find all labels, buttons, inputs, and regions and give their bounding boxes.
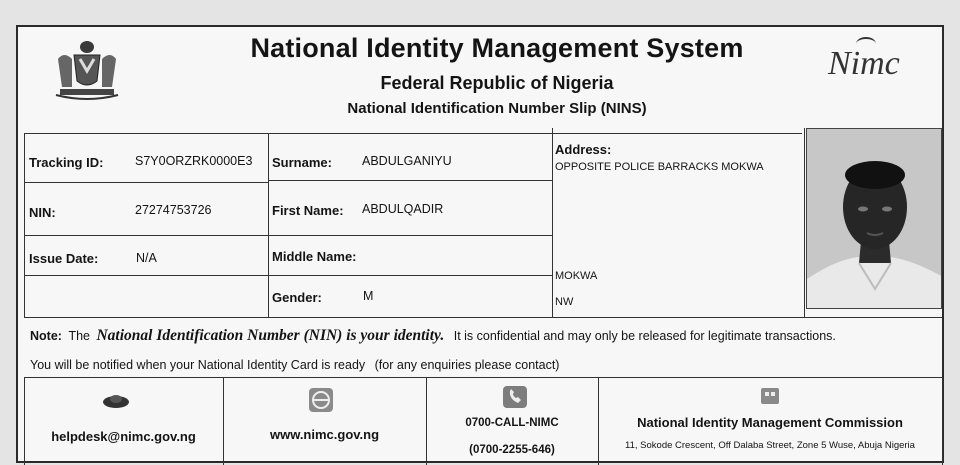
page-title: National Identity Management System xyxy=(250,33,744,63)
nin-slip xyxy=(16,25,944,463)
note-emphasis: National Identification Number (NIN) is your identity. xyxy=(96,327,445,344)
nin-label: NIN: xyxy=(29,205,56,220)
building-icon xyxy=(760,385,780,405)
note-rest: It is confidential and may only be released for legitimate transactions. xyxy=(453,329,836,343)
gender-label: Gender: xyxy=(272,290,322,305)
issue-date-value: N/A xyxy=(136,251,157,265)
address-line1: OPPOSITE POLICE BARRACKS MOKWA xyxy=(555,161,764,173)
nimc-logo-mark xyxy=(856,37,876,51)
address-state: NW xyxy=(555,296,574,308)
tracking-id-value: S7Y0ORZRK0000E3 xyxy=(135,154,253,168)
org-address: 11, Sokode Crescent, Off Dalaba Street, Zone 5 Wuse, Abuja Nigeria xyxy=(625,440,915,451)
first-name-label: First Name: xyxy=(272,203,344,218)
slip-title: National Identification Number Slip (NINS) xyxy=(347,100,647,117)
passport-photo xyxy=(806,128,942,309)
nimc-logo: Nimc xyxy=(828,45,900,82)
address-lga: MOKWA xyxy=(555,270,598,282)
notify-paren: (for any enquiries please contact) xyxy=(374,358,560,372)
email-icon xyxy=(102,393,130,409)
phone-icon xyxy=(502,385,528,409)
email-link[interactable]: helpdesk@nimc.gov.ng xyxy=(51,429,196,444)
phone-number[interactable]: 0700-CALL-NIMC xyxy=(465,417,559,429)
phone-number-alt: (0700-2255-646) xyxy=(469,444,555,456)
surname-label: Surname: xyxy=(272,155,332,170)
note-line xyxy=(30,327,836,345)
tracking-id-label: Tracking ID: xyxy=(29,155,104,170)
middle-name-label: Middle Name: xyxy=(272,249,357,264)
surname-value: ABDULGANIYU xyxy=(362,154,452,168)
note-the: The xyxy=(68,329,90,343)
nin-value: 27274753726 xyxy=(135,203,212,217)
gender-value: M xyxy=(363,289,374,303)
website-link[interactable]: www.nimc.gov.ng xyxy=(269,427,380,442)
subtitle: Federal Republic of Nigeria xyxy=(380,73,614,93)
org-name: National Identity Management Commission xyxy=(637,415,903,430)
address-label: Address: xyxy=(555,142,612,157)
notify-text: You will be notified when your National Identity Card is ready xyxy=(30,358,366,372)
notify-line xyxy=(30,358,559,372)
note-prefix: Note: xyxy=(30,329,62,343)
issue-date-label: Issue Date: xyxy=(29,251,99,266)
first-name-value: ABDULQADIR xyxy=(362,202,444,216)
globe-icon xyxy=(308,387,334,413)
